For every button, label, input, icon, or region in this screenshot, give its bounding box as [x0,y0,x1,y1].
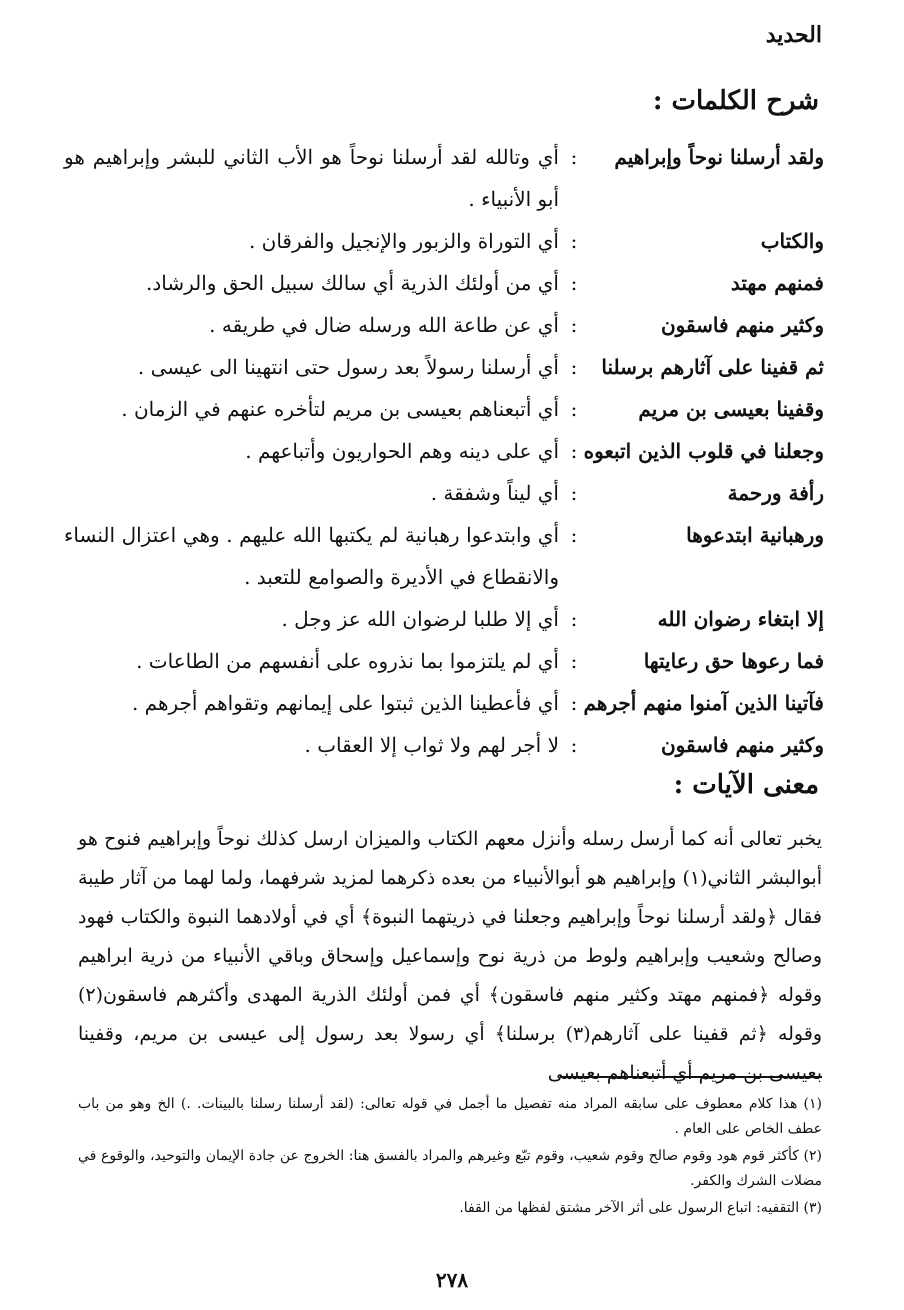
footnote: (٢) كأكثر قوم هود وقوم صالح وقوم شعيب، وقوم تبّع وغيرهم والمراد بالفسق هنا: الخروج عن جادة الإيمان والتوحيد، والوقوع في مضلات الشرك والكفر. [78,1148,822,1189]
glossary-colon: : [570,145,578,169]
glossary-definition: أي من أولئك الذرية أي سالك سبيل الحق والرشاد. [146,271,559,295]
glossary-term: وكثير منهم فاسقون [660,313,824,337]
glossary-definition: أي لم يلتزموا بما نذروه على أنفسهم من الطاعات . [136,649,559,673]
meaning-paragraph: يخبر تعالى أنه كما أرسل رسله وأنزل معهم الكتاب والميزان ارسل كذلك نوحاً وإبراهيم فنوح هو أبوالبشر الثاني(١) وإبراهيم هو أبوالأنبياء من بعده ذكرهما لمزيد شرفهما، ولما لهما من آثار طيبة فقال ﴿ولقد أرسلنا نوحاً وإبراهيم وجعلنا في ذريتهما النبوة﴾ أي في أولادهما النبوة والكتاب فهود وصالح وشعيب وإبراهيم ولوط من ذرية نوح وإسماعيل وإسحاق وباقي الأنبياء من ذرية ابراهيم وقوله ﴿فمنهم مهتد وكثير منهم فاسقون﴾ أي فمن أولئك الذرية المهدى وأكثرهم فاسقون(٢) وقوله ﴿ثم قفينا على آثارهم(٣) برسلنا﴾ أي رسولا بعد رسول إلى عيسى بن مريم، وقفينا بعيسى بن مريم أي أتبعناهم بعيسى [78,828,822,1084]
glossary-colon: : [570,313,578,337]
glossary-term: فآتينا الذين آمنوا منهم أجرهم [583,691,824,715]
glossary-row [64,640,824,682]
glossary-row [64,346,824,388]
meaning-title: معنى الآيات : [673,770,819,800]
glossary-colon: : [570,733,578,757]
glossary-term: ثم قفينا على آثارهم برسلنا [601,355,824,379]
glossary-definition: أي على دينه وهم الحواريون وأتباعهم . [245,439,559,463]
glossary-term: ولقد أرسلنا نوحاً وإبراهيم [614,145,824,169]
footnotes [78,1092,822,1223]
glossary-term: ورهبانية ابتدعوها [686,523,824,547]
glossary-term: والكتاب [760,229,824,253]
running-head: الحديد [765,22,822,48]
glossary-row [64,304,824,346]
glossary-row [64,472,824,514]
glossary-definition: لا أجر لهم ولا ثواب إلا العقاب . [304,733,559,757]
glossary-definition: أي وتالله لقد أرسلنا نوحاً هو الأب الثاني للبشر وإبراهيم هو أبو الأنبياء . [64,145,559,211]
glossary-list [64,136,824,766]
glossary-title: شرح الكلمات : [652,86,819,116]
glossary-row [64,682,824,724]
glossary-term: وجعلنا في قلوب الذين اتبعوه [583,439,824,463]
glossary-colon: : [570,229,578,253]
glossary-row [64,220,824,262]
glossary-term: إلا ابتغاء رضوان الله [657,607,824,631]
glossary-row [64,262,824,304]
glossary-colon: : [570,607,578,631]
glossary-row [64,430,824,472]
glossary-definition: أي التوراة والزبور والإنجيل والفرقان . [248,229,559,253]
glossary-colon: : [570,271,578,295]
glossary-term: فمنهم مهتد [730,271,824,295]
glossary-definition: أي أرسلنا رسولاً بعد رسول حتى انتهينا الى عيسى . [137,355,559,379]
glossary-colon: : [570,355,578,379]
footnote: (٣) التقفيه: اتباع الرسول على أثر الآخر مشتق لفظها من القفا. [459,1200,822,1216]
glossary-row [64,136,824,220]
glossary-definition: أي ليناً وشفقة . [430,481,559,505]
glossary-colon: : [570,481,578,505]
glossary-row [64,724,824,766]
glossary-definition: أي فأعطينا الذين ثبتوا على إيمانهم وتقواهم أجرهم . [131,691,559,715]
glossary-term: وكثير منهم فاسقون [660,733,824,757]
glossary-colon: : [570,649,578,673]
glossary-row [64,514,824,598]
glossary-term: فما رعوها حق رعايتها [643,649,824,673]
glossary-definition: أي إلا طلبا لرضوان الله عز وجل . [281,607,559,631]
glossary-colon: : [570,439,578,463]
glossary-colon: : [570,691,578,715]
glossary-term: رأفة ورحمة [727,481,824,505]
glossary-colon: : [570,523,578,547]
glossary-term: وقفينا بعيسى بن مريم [638,397,824,421]
glossary-row [64,598,824,640]
footnote: (١) هذا كلام معطوف على سابقه المراد منه تفصيل ما أجمل في قوله تعالى: (لقد أرسلنا رسلنا بالبينات. .) الخ وهو من باب عطف الخاص على العام . [78,1096,823,1137]
footnote-divider [560,1076,822,1078]
glossary-definition: أي وابتدعوا رهبانية لم يكتبها الله عليهم . وهي اعتزال النساء والانقطاع في الأديرة والصوامع للتعبد . [64,523,559,589]
page-number: ٢٧٨ [435,1268,469,1292]
glossary-definition: أي عن طاعة الله ورسله ضال في طريقه . [209,313,559,337]
glossary-row [64,388,824,430]
glossary-definition: أي أتبعناهم بعيسى بن مريم لتأخره عنهم في الزمان . [121,397,559,421]
glossary-colon: : [570,397,578,421]
